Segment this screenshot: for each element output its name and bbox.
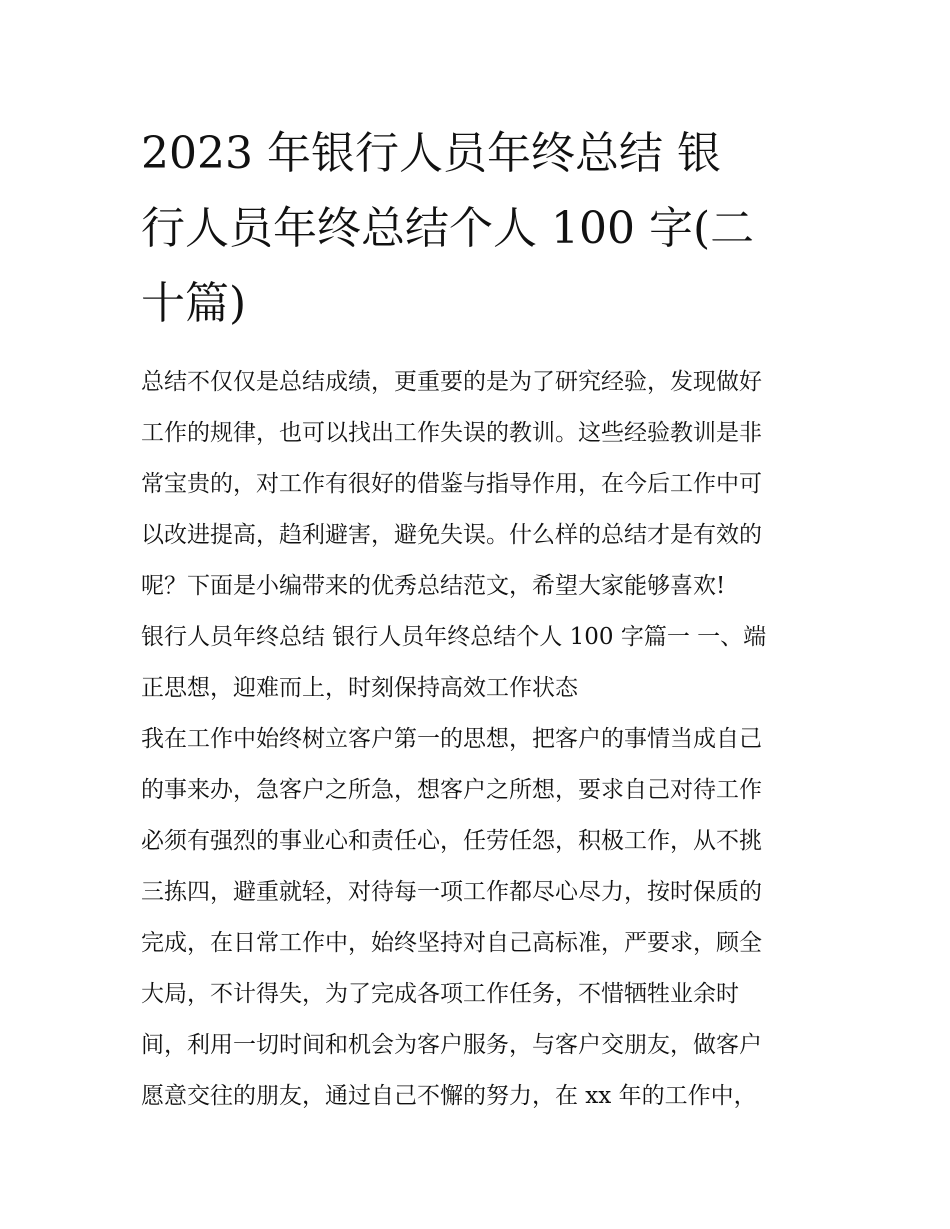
section-heading-line: 正思想，迎难而上，时刻保持高效工作状态 <box>141 675 578 701</box>
body-line: 呢？下面是小编带来的优秀总结范文，希望大家能够喜欢! <box>141 573 726 599</box>
title-line: 十篇) <box>141 278 247 329</box>
body-line: 的事来办，急客户之所急，想客户之所想，要求自己对待工作 <box>141 777 762 803</box>
body-line: 大局，不计得失，为了完成各项工作任务，不惜牺牲业余时 <box>141 981 739 1007</box>
body-line: 以改进提高，趋利避害，避免失误。什么样的总结才是有效的 <box>141 522 762 548</box>
title-line: 行人员年终总结个人 100 字(二 <box>141 203 755 254</box>
body-line: 工作的规律，也可以找出工作失误的教训。这些经验教训是非 <box>141 420 762 446</box>
body-line: 三拣四，避重就轻，对待每一项工作都尽心尽力，按时保质的 <box>141 879 762 905</box>
body-line: 愿意交往的朋友，通过自己不懈的努力，在 xx 年的工作中， <box>141 1083 757 1109</box>
document-title <box>141 116 821 341</box>
document-body <box>141 357 821 1122</box>
title-line: 2023 年银行人员年终总结 银 <box>141 128 721 179</box>
body-line: 完成，在日常工作中，始终坚持对自己高标准，严要求，顾全 <box>141 930 762 956</box>
section-heading-line: 银行人员年终总结 银行人员年终总结个人 100 字篇一 一、端 <box>141 624 767 650</box>
body-line: 必须有强烈的事业心和责任心，任劳任怨，积极工作，从不挑 <box>141 828 762 854</box>
body-line: 间，利用一切时间和机会为客户服务，与客户交朋友，做客户 <box>141 1032 762 1058</box>
body-line: 总结不仅仅是总结成绩，更重要的是为了研究经验，发现做好 <box>141 369 762 395</box>
body-line: 我在工作中始终树立客户第一的思想，把客户的事情当成自己 <box>141 726 762 752</box>
body-line: 常宝贵的，对工作有很好的借鉴与指导作用，在今后工作中可 <box>141 471 762 497</box>
